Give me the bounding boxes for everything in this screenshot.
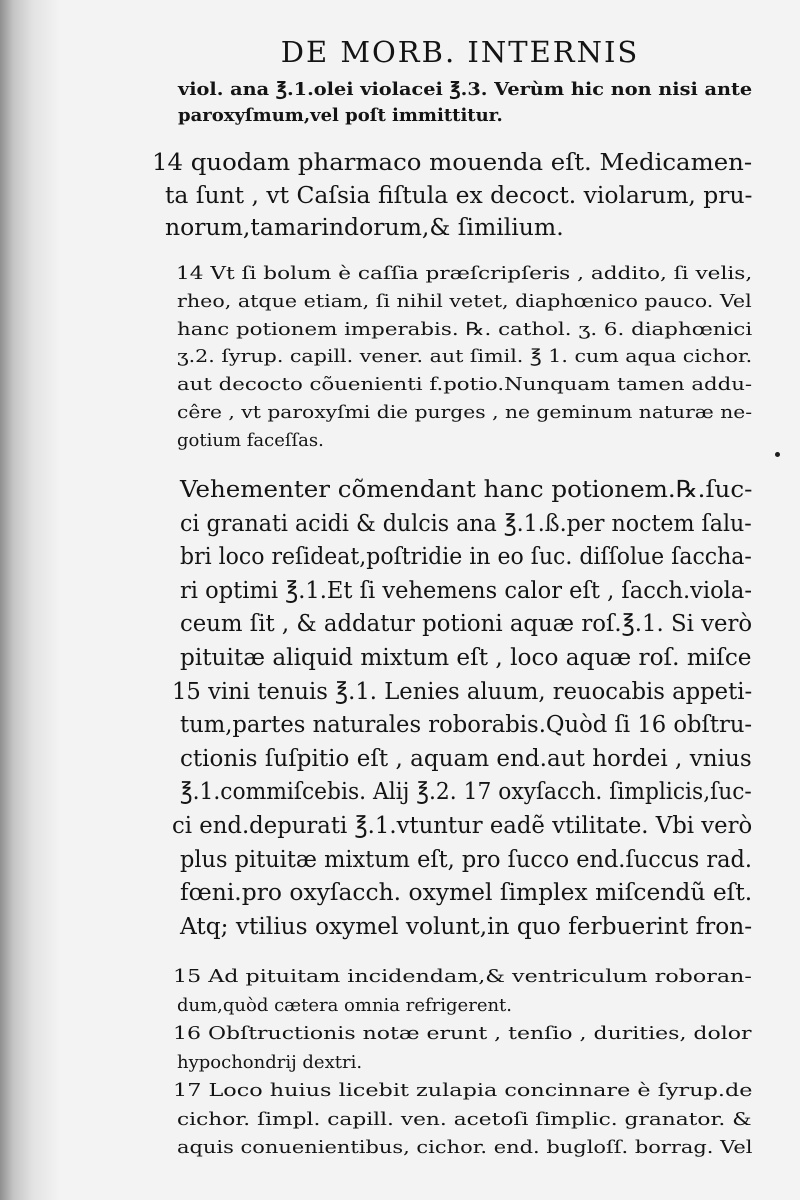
text-line: ctionis ſuſpitio eſt , aquam end.aut hordei , vnius: [180, 743, 752, 772]
text-line: 16 Obſtructionis notæ erunt , tenſio , durities, dolor: [173, 1023, 752, 1044]
text-line: hanc potionem imperabis. ℞. cathol. ʒ. 6. diaphœnici: [177, 318, 753, 340]
text-line: aut decocto cõuenienti f.potio.Nunquam tamen addu-: [177, 374, 753, 396]
text-line: ceum ſit , & addatur potioni aquæ roſ.℥.1. Si verò: [180, 609, 753, 638]
text-line: hypochondrij dextri.: [177, 1051, 363, 1073]
text-line: 14 Vt ſi bolum è caſſia præſcripſeris , addito, ſi velis,: [176, 263, 753, 284]
text-line: ʒ.2. ſyrup. capill. vener. aut ſimil. ℥ 1. cum aqua cichor.: [177, 346, 753, 368]
text-line: 15 Ad pituitam incidendam,& ventriculum roboran-: [173, 966, 752, 987]
text-line: aquis conuenientibus, cichor. end. bugloſſ. borrag. Vel: [177, 1137, 753, 1158]
text-line: plus pituitæ mixtum eſt, pro ſucco end.ſuccus rad.: [180, 844, 753, 873]
text-line: Atq; vtilius oxymel volunt,in quo ferbuerint fron-: [180, 911, 753, 940]
page-gutter-shadow: [0, 0, 60, 1200]
text-line: tum,partes naturales roborabis.Quòd ſi 16 obſtru-: [180, 710, 753, 739]
text-line: Vehementer cõmendant hanc potionem.℞.ſuc-: [180, 475, 753, 503]
text-line: bri loco reſideat,poſtridie in eo ſuc. diſſolue ſaccha-: [180, 542, 752, 571]
text-line: gotium faceſſas.: [177, 429, 324, 451]
text-line: viol. ana ℥.1.olei violacei ℥.3. Verùm hic non nisi ante: [178, 79, 753, 100]
text-line: cichor. ſimpl. capill. ven. acetoſi ſimplic. granator. &: [177, 1108, 752, 1130]
text-line: ta ſunt , vt Caſsia fiſtula ex decoct. violarum, pru-: [165, 180, 753, 209]
text-line: 15 vini tenuis ℥.1. Lenies aluum, reuocabis appeti-: [172, 676, 753, 705]
text-line: ri optimi ℥.1.Et ſi vehemens calor eſt , ſacch.viola-: [180, 575, 752, 604]
text-line: fœni.pro oxyſacch. oxymel ſimplex miſcendũ eſt.: [180, 878, 753, 907]
running-head: DE MORB. INTERNIS: [280, 35, 640, 69]
text-line: ci granati acidi & dulcis ana ℥.1.ß.per noctem ſalu-: [180, 508, 752, 537]
text-line: ℥.1.commiſcebis. Alij ℥.2. 17 oxyſacch. ſimplicis,ſuc-: [180, 777, 752, 806]
text-line: norum,tamarindorum,& ſimilium.: [165, 213, 564, 241]
text-line: ci end.depurati ℥.1.vtuntur eadẽ vtilitate. Vbi verò: [172, 811, 753, 839]
text-line: 17 Loco huius licebit zulapia concinnare è ſyrup.de: [173, 1080, 753, 1101]
text-line: rheo, atque etiam, ſi nihil vetet, diaphœnico pauco. Vel: [177, 290, 752, 312]
text-line: 14 quodam pharmaco mouenda eſt. Medicamen-: [152, 148, 753, 176]
ink-speck: [775, 452, 780, 457]
text-line: pituitæ aliquid mixtum eſt , loco aquæ roſ. miſce: [180, 643, 752, 671]
text-line: dum,quòd cætera omnia refrigerent.: [177, 994, 513, 1016]
text-line: cêre , vt paroxyſmi die purges , ne geminum naturæ ne-: [177, 402, 753, 423]
text-line: paroxyſmum,vel poſt immittitur.: [178, 105, 503, 126]
